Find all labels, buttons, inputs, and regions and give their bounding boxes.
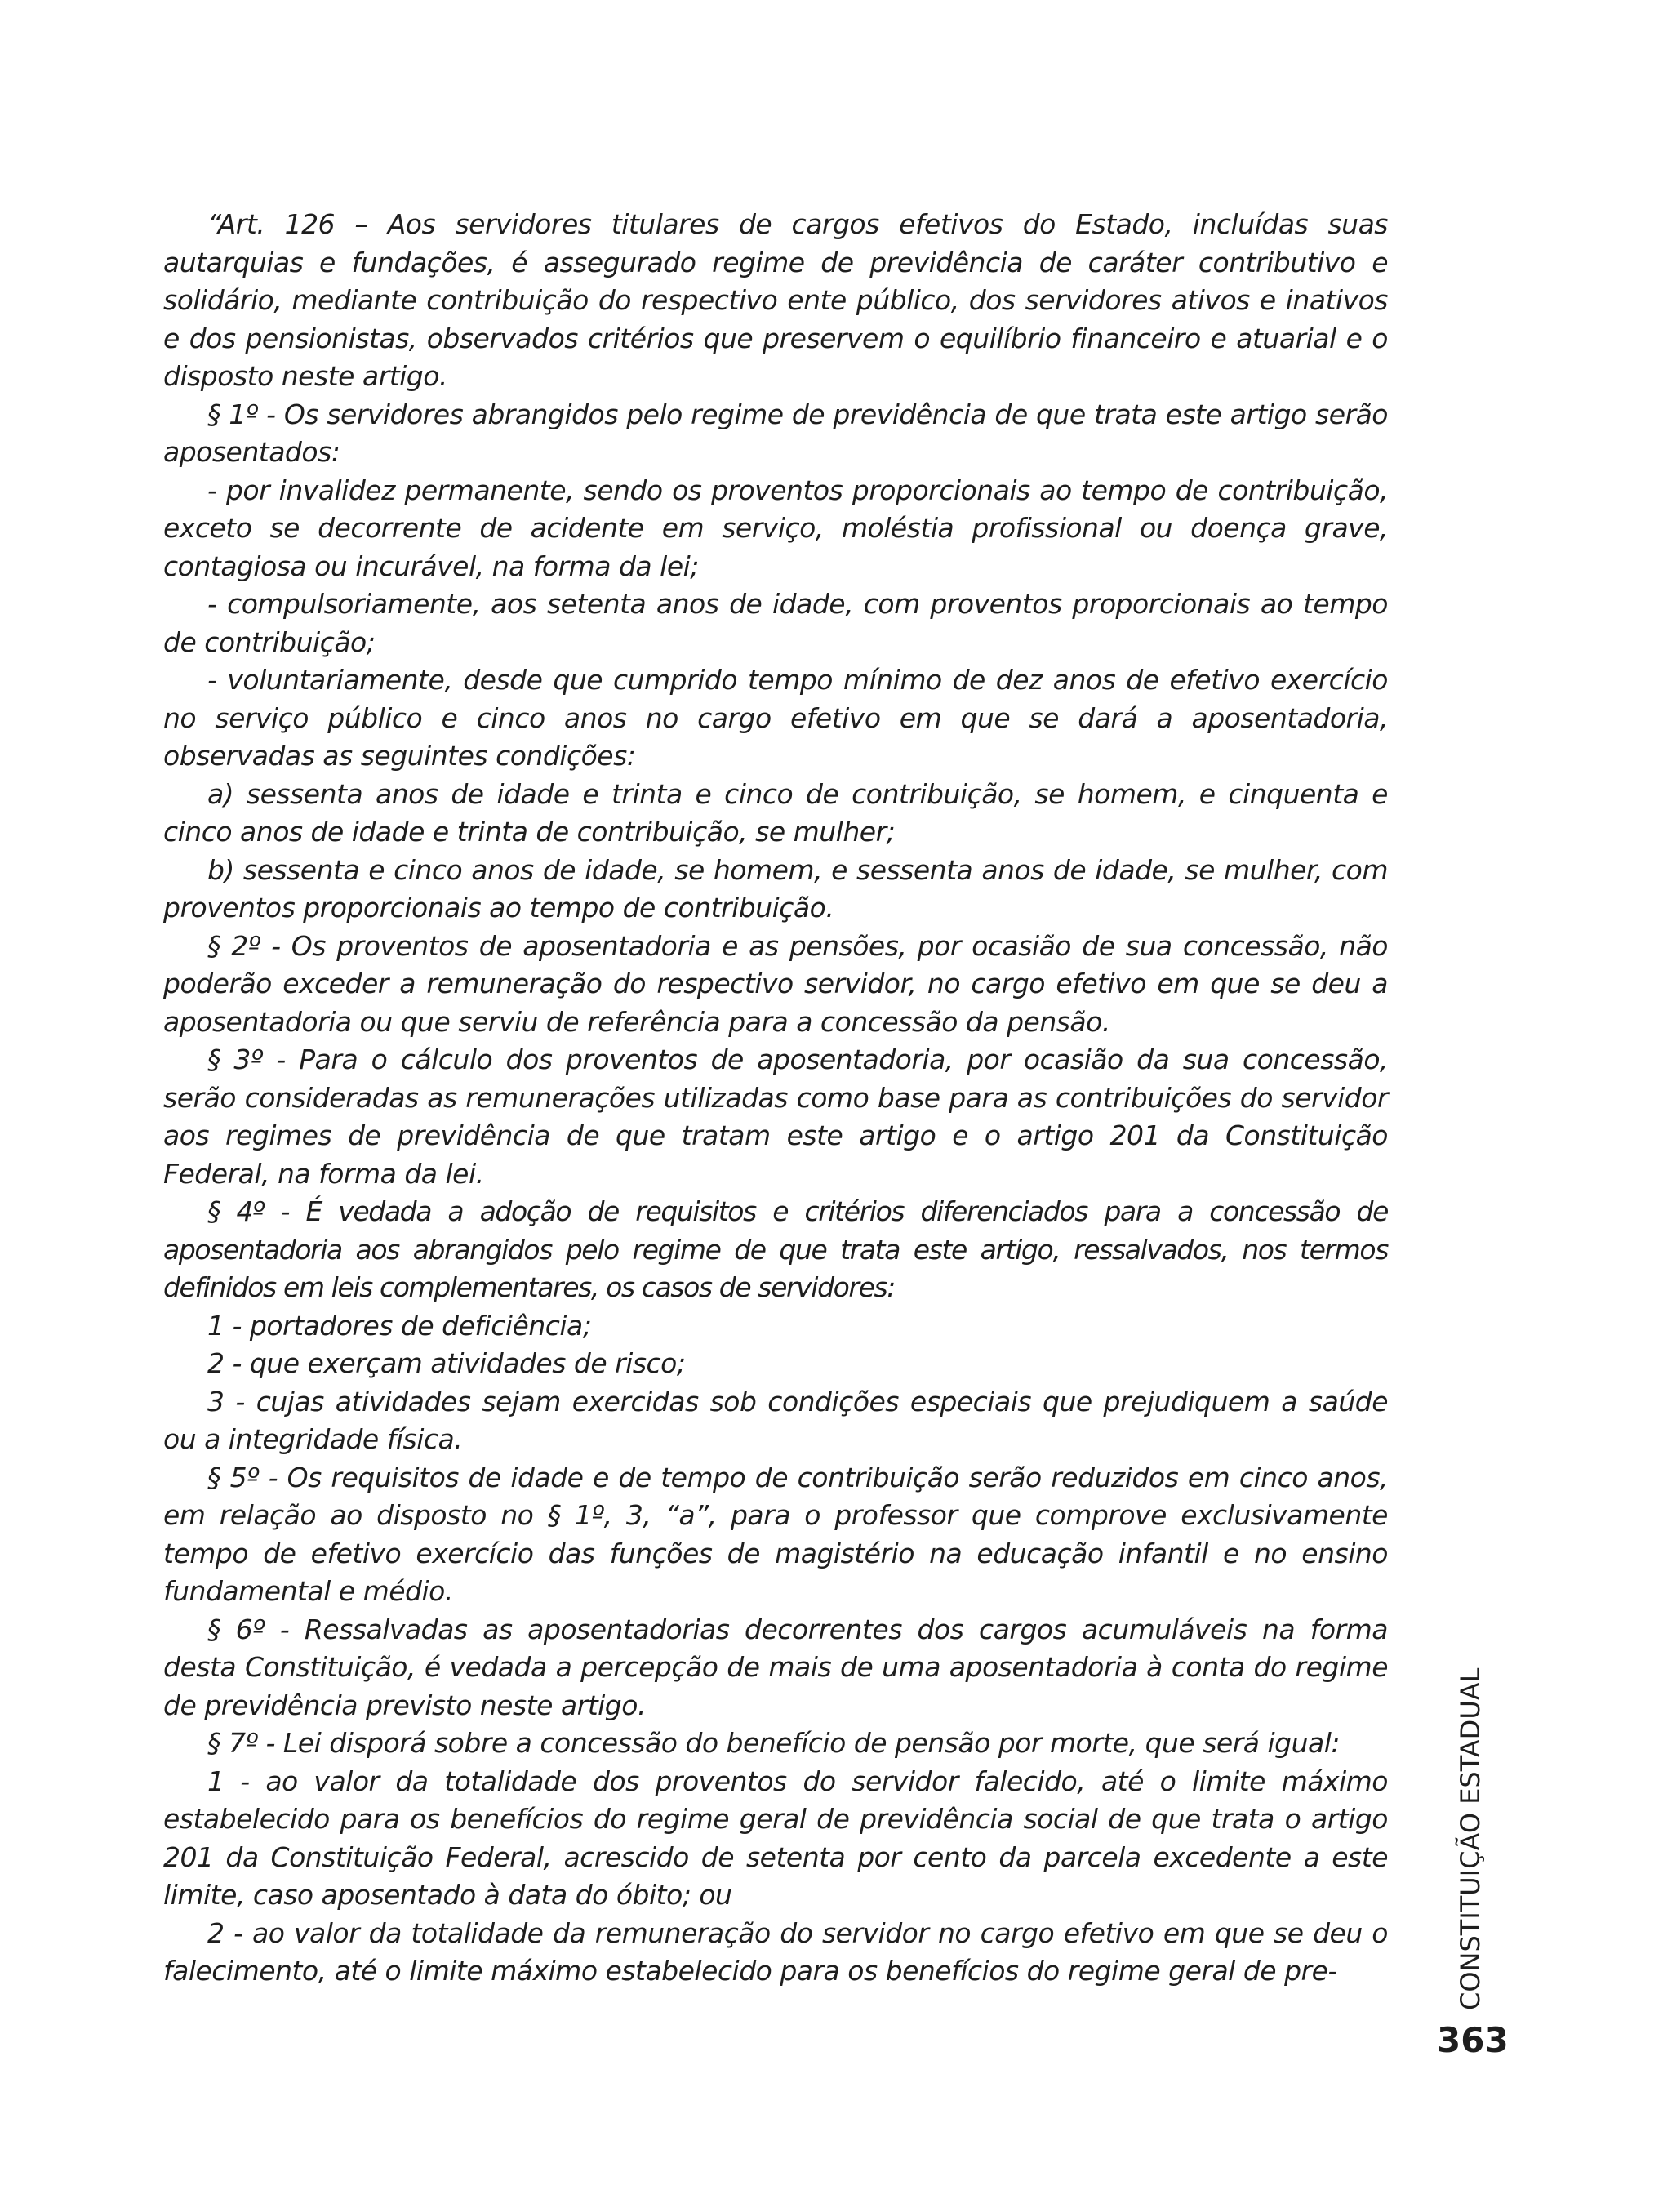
paragraph-2: § 2º - Os proventos de aposentadoria e as pensões, por ocasião de sua concessão, não poderão exceder a remuneração do respectivo servidor, no cargo efetivo em que se deu a aposentadoria ou que serviu de referência para a concessão da pensão. xyxy=(163,929,1388,1038)
paragraph-4-item-3: 3 - cujas atividades sejam exercidas sob condições especiais que prejudiquem a saúde ou a integridade física. xyxy=(163,1385,1388,1455)
paragraph-4-item-1: 1 - portadores de deficiência; xyxy=(207,1309,592,1342)
paragraph-5: § 5º - Os requisitos de idade e de tempo de contribuição serão reduzidos em cinco anos, em relação ao disposto no § 1º, 3, “a”, para o professor que comprove exclusivamente tempo de efetivo exercício das funções de magistério na educação infantil e no ensino fundamental e médio. xyxy=(163,1461,1388,1607)
paragraph-3: § 3º - Para o cálculo dos proventos de aposentadoria, por ocasião da sua concessão, serão consideradas as remunerações utilizadas como base para as contribuições do servidor aos regimes de previdência de que tratam este artigo e o artigo 201 da Constituição Federal, na forma da lei. xyxy=(163,1044,1388,1190)
paragraph-7: § 7º - Lei disporá sobre a concessão do benefício de pensão por morte, que será igual: xyxy=(207,1727,1341,1759)
paragraph-7-item-2: 2 - ao valor da totalidade da remuneração do servidor no cargo efetivo em que se deu o falecimento, até o limite máximo estabelecido para os benefícios do regime geral de pre- xyxy=(163,1916,1388,1987)
paragraph-4-item-2: 2 - que exerçam atividades de risco; xyxy=(207,1347,686,1379)
document-body xyxy=(163,206,1388,1991)
paragraph-7-item-1: 1 - ao valor da totalidade dos proventos do servidor falecido, até o limite máximo estabelecido para os benefícios do regime geral de previdência social de que trata o artigo 201 da Constituição Federal, acrescido de setenta por cento da parcela excedente a este limite, caso aposentado à data do óbito; ou xyxy=(163,1765,1388,1911)
paragraph-art-126: “Art. 126 – Aos servidores titulares de cargos efetivos do Estado, incluídas suas autarquias e fundações, é assegurado regime de previdência de caráter contributivo e solidário, mediante contribuição do respectivo ente público, dos servidores ativos e inativos e dos pensionistas, observados critérios que preservem o equilíbrio financeiro e atuarial e o disposto neste artigo. xyxy=(163,208,1388,392)
paragraph-1: § 1º - Os servidores abrangidos pelo regime de previdência de que trata este artigo serão aposentados: xyxy=(163,398,1388,468)
paragraph-1-item-3-a: a) sessenta anos de idade e trinta e cinco de contribuição, se homem, e cinquenta e cinco anos de idade e trinta de contribuição, se mulher; xyxy=(163,777,1388,848)
paragraph-6: § 6º - Ressalvadas as aposentadorias decorrentes dos cargos acumuláveis na forma desta Constituição, é vedada a percepção de mais de uma aposentadoria à conta do regime de previdência previsto neste artigo. xyxy=(163,1613,1388,1721)
paragraph-4: § 4º - É vedada a adoção de requisitos e critérios diferenciados para a concessão de aposentadoria aos abrangidos pelo regime de que trata este artigo, ressalvados, nos termos definidos em leis complementares, os casos de servidores: xyxy=(163,1195,1388,1303)
paragraph-1-item-2: - compulsoriamente, aos setenta anos de idade, com proventos proporcionais ao tempo de contribuição; xyxy=(163,588,1388,658)
paragraph-1-item-1: - por invalidez permanente, sendo os proventos proporcionais ao tempo de contribuição, exceto se decorrente de acidente em serviço, moléstia profissional ou doença grave, contagiosa ou incurável, na forma da lei; xyxy=(163,474,1388,582)
paragraph-1-item-3-b: b) sessenta e cinco anos de idade, se homem, e sessenta anos de idade, se mulher, com proventos proporcionais ao tempo de contribuição. xyxy=(163,853,1388,924)
paragraph-1-item-3: - voluntariamente, desde que cumprido tempo mínimo de dez anos de efetivo exercício no serviço público e cinco anos no cargo efetivo em que se dará a aposentadoria, observadas as seguintes condições: xyxy=(163,664,1388,772)
section-side-title: CONSTITUIÇÃO ESTADUAL xyxy=(1455,1667,1486,2010)
page-number: 363 xyxy=(1437,2020,1509,2060)
